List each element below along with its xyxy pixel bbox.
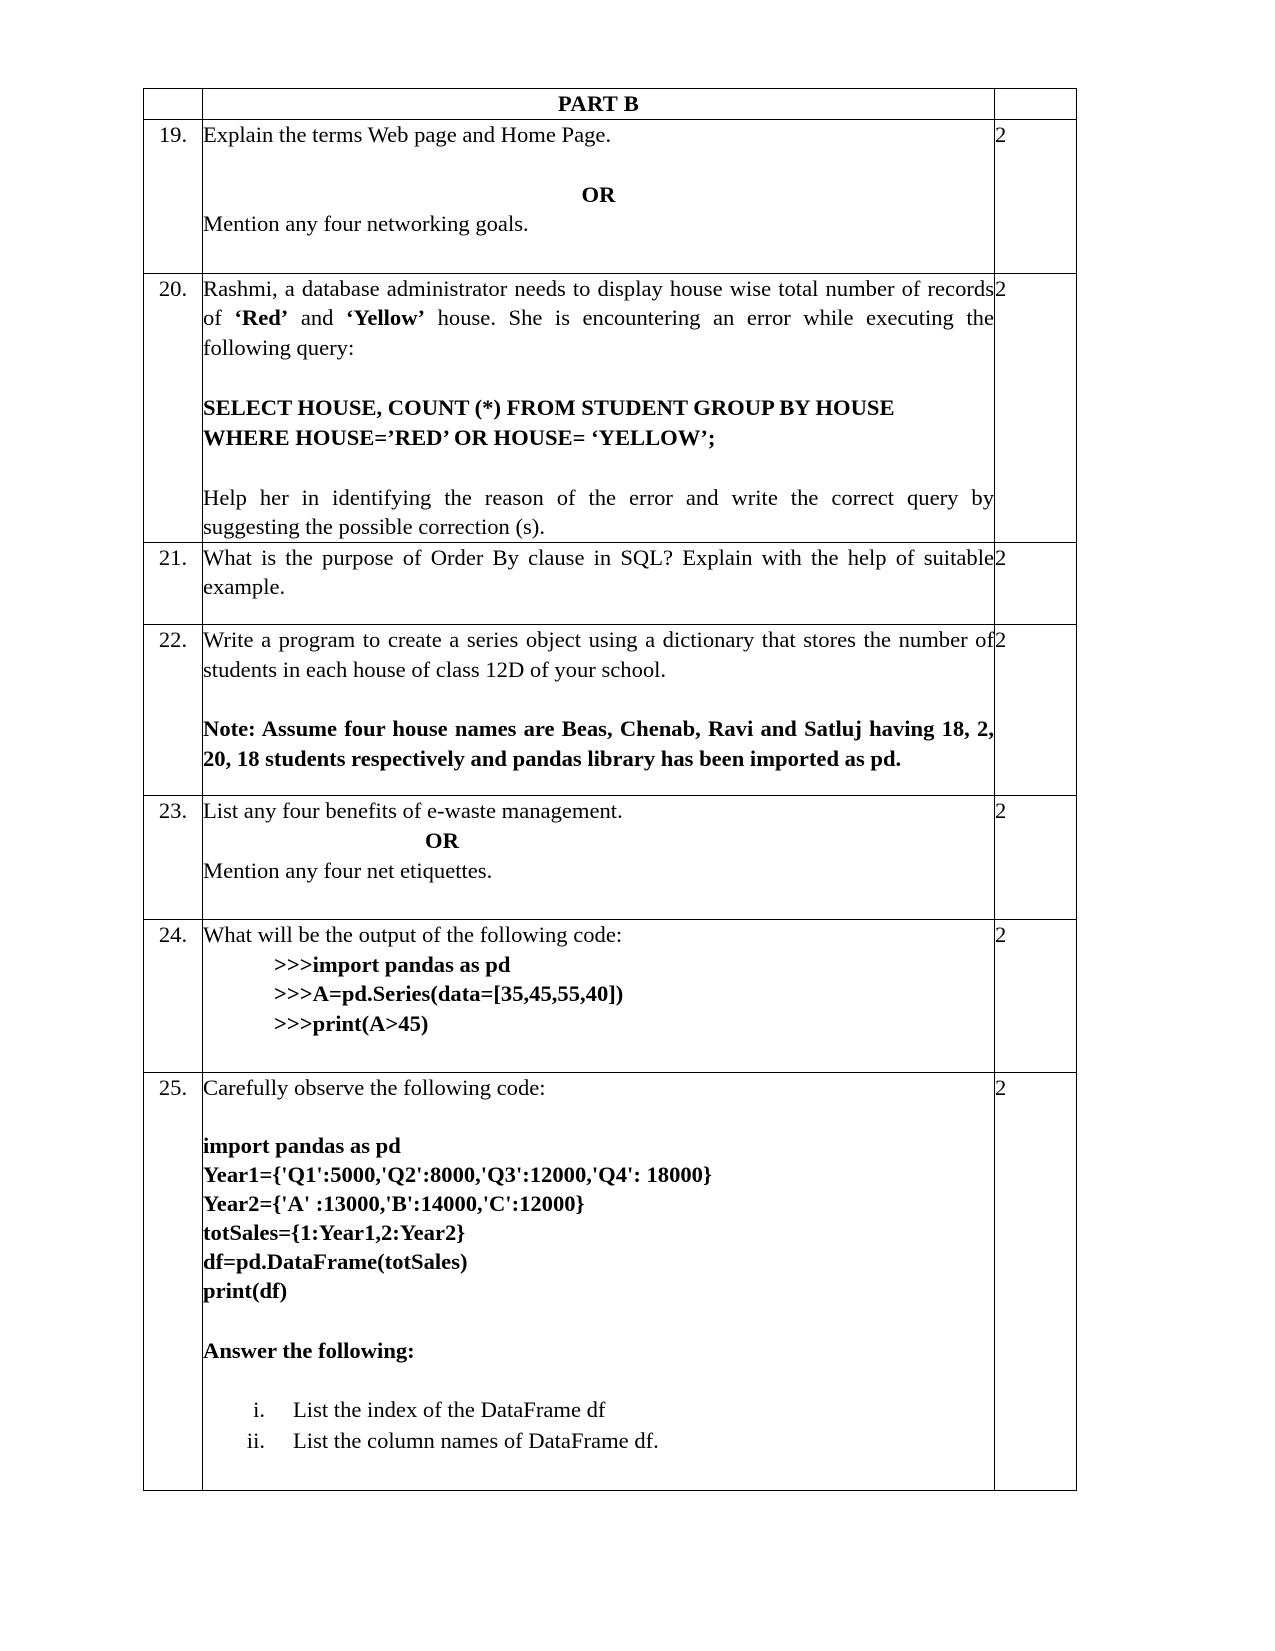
- code-line: >>>import pandas as pd: [274, 951, 511, 977]
- question-marks: 2: [995, 542, 1077, 624]
- code-line: import pandas as pd: [203, 1133, 401, 1159]
- code-line: print(df): [203, 1277, 288, 1303]
- header-number-cell: [144, 89, 203, 120]
- question-23-alt-text: Mention any four net etiquettes.: [203, 857, 493, 883]
- code-line: >>>A=pd.Series(data=[35,45,55,40]): [274, 981, 624, 1007]
- list-item: [203, 1426, 994, 1456]
- spacer: [203, 1365, 994, 1395]
- question-19-text: Explain the terms Web page and Home Page.: [203, 122, 612, 147]
- code-block-25: [203, 1132, 994, 1305]
- question-25-prompt: Carefully observe the following code:: [203, 1074, 546, 1100]
- spacer: [203, 684, 994, 714]
- question-22-text: Write a program to create a series object using a dictionary that stores the number of students in each house of class 12D of your school.: [203, 627, 994, 682]
- answer-heading-25: Answer the following:: [203, 1337, 415, 1363]
- code-line: totSales={1:Year1,2:Year2}: [203, 1220, 466, 1246]
- intro-part-2: and: [288, 305, 347, 331]
- house-name-yellow: ‘Yellow’: [346, 305, 426, 331]
- question-body-24: [203, 920, 995, 1073]
- sql-query-line-1: SELECT HOUSE, COUNT (*) FROM STUDENT GROUP BY HOUSE: [203, 394, 895, 420]
- question-number: 23.: [144, 796, 203, 920]
- question-body-25: [203, 1072, 995, 1490]
- code-line: >>>print(A>45): [274, 1010, 429, 1036]
- question-marks: 2: [995, 796, 1077, 920]
- question-number: 21.: [144, 542, 203, 624]
- spacer: [203, 773, 994, 795]
- spacer: [203, 150, 994, 180]
- question-20-intro: [203, 274, 994, 363]
- question-body-21: [203, 542, 995, 624]
- table-row: [144, 273, 1077, 542]
- code-line: Year1={'Q1':5000,'Q2':8000,'Q3':12000,'Q4': 18000}: [203, 1162, 712, 1188]
- question-marks: 2: [995, 1072, 1077, 1490]
- spacer: [203, 1306, 994, 1336]
- spacer: [203, 1456, 994, 1490]
- section-header-title: PART B: [203, 89, 995, 120]
- house-name-red: ‘Red’: [234, 305, 289, 331]
- code-block-24: [203, 950, 994, 1038]
- spacer: [203, 1038, 994, 1072]
- question-19-alt-text: Mention any four networking goals.: [203, 211, 529, 237]
- table-row: [144, 920, 1077, 1073]
- spacer: [203, 602, 994, 624]
- list-item-text: List the column names of DataFrame df.: [293, 1427, 659, 1453]
- list-marker: i.: [253, 1397, 265, 1423]
- question-21-text: What is the purpose of Order By clause in SQL? Explain with the help of suitable example.: [203, 544, 994, 600]
- spacer: [203, 885, 994, 919]
- question-body-19: [203, 120, 995, 274]
- question-number: 24.: [144, 920, 203, 1073]
- question-marks: 2: [995, 920, 1077, 1073]
- table-row: [144, 120, 1077, 274]
- header-marks-cell: [995, 89, 1077, 120]
- spacer: [203, 239, 994, 273]
- question-table: [143, 88, 1077, 1491]
- question-marks: 2: [995, 625, 1077, 796]
- question-24-prompt: What will be the output of the following code:: [203, 922, 623, 948]
- spacer: [203, 1102, 994, 1132]
- question-body-23: [203, 796, 995, 920]
- question-marks: 2: [995, 120, 1077, 274]
- subquestion-list-25: [203, 1395, 994, 1455]
- spacer: [203, 453, 994, 483]
- intro-part-1: Rashmi, a database administrator needs to display house wise total number of records of: [203, 275, 994, 331]
- question-20-closing: Help her in identifying the reason of the error and write the correct query by suggesting the possible correction (s).: [203, 484, 994, 540]
- question-number: 22.: [144, 625, 203, 796]
- list-item-text: List the index of the DataFrame df: [293, 1397, 606, 1423]
- code-line: df=pd.DataFrame(totSales): [203, 1249, 468, 1275]
- question-23-text: List any four benefits of e-waste management.: [203, 798, 623, 824]
- question-marks: 2: [995, 273, 1077, 542]
- table-row: [144, 625, 1077, 796]
- question-number: 20.: [144, 273, 203, 542]
- table-header-row: [144, 89, 1077, 120]
- question-number: 25.: [144, 1072, 203, 1490]
- list-item: [203, 1395, 994, 1425]
- question-number: 19.: [144, 120, 203, 274]
- question-body-20: [203, 273, 995, 542]
- table-row: [144, 796, 1077, 920]
- list-marker: ii.: [246, 1427, 265, 1453]
- table-row: [144, 1072, 1077, 1490]
- sql-query-block: [203, 393, 994, 453]
- question-body-22: [203, 625, 995, 796]
- code-line: Year2={'A' :13000,'B':14000,'C':12000}: [203, 1191, 585, 1217]
- table-row: [144, 542, 1077, 624]
- or-separator-19: OR: [581, 181, 616, 207]
- spacer: [203, 363, 994, 393]
- question-22-note: Note: Assume four house names are Beas, Chenab, Ravi and Satluj having 18, 2, 20, 18 students respectively and pandas library has been imported as pd.: [203, 716, 994, 771]
- or-separator-23: OR: [425, 828, 459, 853]
- intro-part-3: house. She is encountering an error while executing the following query:: [203, 305, 994, 360]
- sql-query-line-2: WHERE HOUSE=’RED’ OR HOUSE= ‘YELLOW’;: [203, 424, 716, 450]
